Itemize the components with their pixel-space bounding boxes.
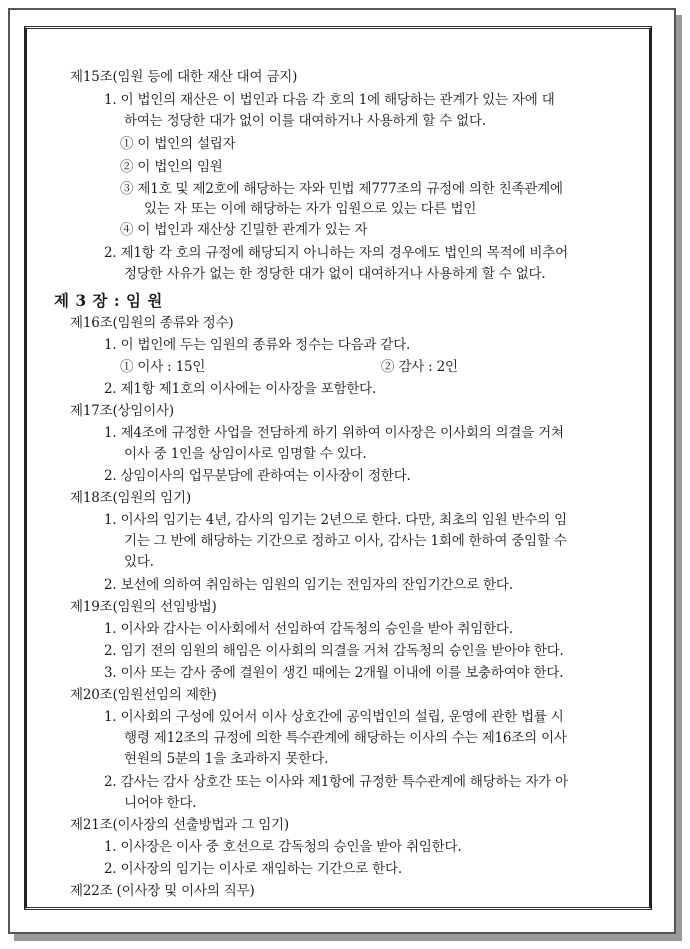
article-15-item-1-line-2: 하여는 정당한 대가 없이 이를 대여하거나 사용하게 할 수 없다. (124, 113, 486, 129)
chapter-title: 제 3 장 : 임 원 (54, 291, 163, 310)
article-18-item-2: 2. 보선에 의하여 취임하는 임원의 임기는 전임자의 잔임기간으로 한다. (104, 577, 513, 593)
article-19-item-3: 3. 이사 또는 감사 중에 결원이 생긴 때에는 2개월 이내에 이를 보충하여야 한다. (104, 665, 564, 681)
article-15-sub-2: ② 이 법인의 임원 (120, 159, 223, 175)
article-21-title: 제21조(이사장의 선출방법과 그 임기) (70, 817, 289, 833)
article-20-item-2-line-2: 니어야 한다. (124, 795, 197, 811)
article-18-title: 제18조(임원의 임기) (70, 490, 191, 506)
article-21-item-2: 2. 이사장의 임기는 이사로 재임하는 기간으로 한다. (104, 861, 402, 877)
article-15-item-2-line-1: 2. 제1항 각 호의 규정에 해당되지 아니하는 자의 경우에도 법인의 목적에 비추어 (104, 245, 568, 261)
article-15-item-2-line-2: 정당한 사유가 없는 한 정당한 대가 없이 대여하거나 사용하게 할 수 없다. (124, 266, 546, 282)
article-17-title: 제17조(상임이사) (70, 403, 174, 419)
article-15-sub-1: ① 이 법인의 설립자 (120, 136, 236, 152)
article-17-item-1-line-2: 이사 중 1인을 상임이사로 임명할 수 있다. (124, 446, 367, 462)
article-15-sub-3-line-1: ③ 제1호 및 제2호에 해당하는 자와 민법 제777조의 규정에 의한 친족관계에 (120, 181, 563, 197)
article-20-item-1-line-3: 현원의 5분의 1을 초과하지 못한다. (124, 751, 329, 767)
article-15-sub-3-line-2: 있는 자 또는 이에 해당하는 자가 임원으로 있는 다른 법인 (144, 201, 477, 217)
article-15-title: 제15조(임원 등에 대한 재산 대여 금지) (70, 69, 298, 85)
article-16-sub-2: ② 감사 : 2인 (381, 359, 458, 375)
article-20-item-2-line-1: 2. 감사는 감사 상호간 또는 이사와 제1항에 규정한 특수관계에 해당하는 자가 아 (104, 774, 568, 790)
article-18-item-1-line-2: 기는 그 반에 해당하는 기간으로 정하고 이사, 감사는 1회에 한하여 중임할 수 (124, 533, 567, 549)
article-15-sub-4: ④ 이 법인과 재산상 긴밀한 관계가 있는 자 (120, 222, 368, 238)
article-20-item-1-line-2: 행령 제12조의 규정에 의한 특수관계에 해당하는 이사의 수는 제16조의 이사 (124, 730, 567, 746)
article-19-title: 제19조(임원의 선임방법) (70, 599, 217, 615)
article-22-title: 제22조 (이사장 및 이사의 직무) (70, 883, 255, 899)
article-19-item-2: 2. 임기 전의 임원의 해임은 이사회의 의결을 거쳐 감독청의 승인을 받아야 한다. (104, 643, 564, 659)
article-21-item-1: 1. 이사장은 이사 중 호선으로 감독청의 승인을 받아 취임한다. (104, 839, 462, 855)
article-17-item-1-line-1: 1. 제4조에 규정한 사업을 전담하게 하기 위하여 이사장은 이사회의 의결을 거쳐 (104, 425, 564, 441)
article-19-item-1: 1. 이사와 감사는 이사회에서 선임하여 감독청의 승인을 받아 취임한다. (104, 621, 513, 637)
article-17-item-2: 2. 상임이사의 업무분담에 관하여는 이사장이 정한다. (104, 468, 411, 484)
article-20-title: 제20조(임원선임의 제한) (70, 687, 217, 703)
article-20-item-1-line-1: 1. 이사회의 구성에 있어서 이사 상호간에 공익법인의 설립, 운영에 관한 법률 시 (104, 709, 564, 725)
article-16-title: 제16조(임원의 종류와 정수) (70, 315, 234, 331)
article-16-sub-1: ① 이사 : 15인 (120, 359, 206, 375)
article-16-item-2: 2. 제1항 제1호의 이사에는 이사장을 포함한다. (104, 381, 377, 397)
article-18-item-1-line-1: 1. 이사의 임기는 4년, 감사의 임기는 2년으로 한다. 다만, 최초의 임원 반수의 임 (104, 512, 568, 528)
article-18-item-1-line-3: 있다. (124, 554, 154, 570)
article-15-item-1-line-1: 1. 이 법인의 재산은 이 법인과 다음 각 호의 1에 해당하는 관계가 있는 자에 대 (104, 92, 555, 108)
article-16-item-1: 1. 이 법인에 두는 임원의 종류와 정수는 다음과 같다. (104, 337, 411, 353)
